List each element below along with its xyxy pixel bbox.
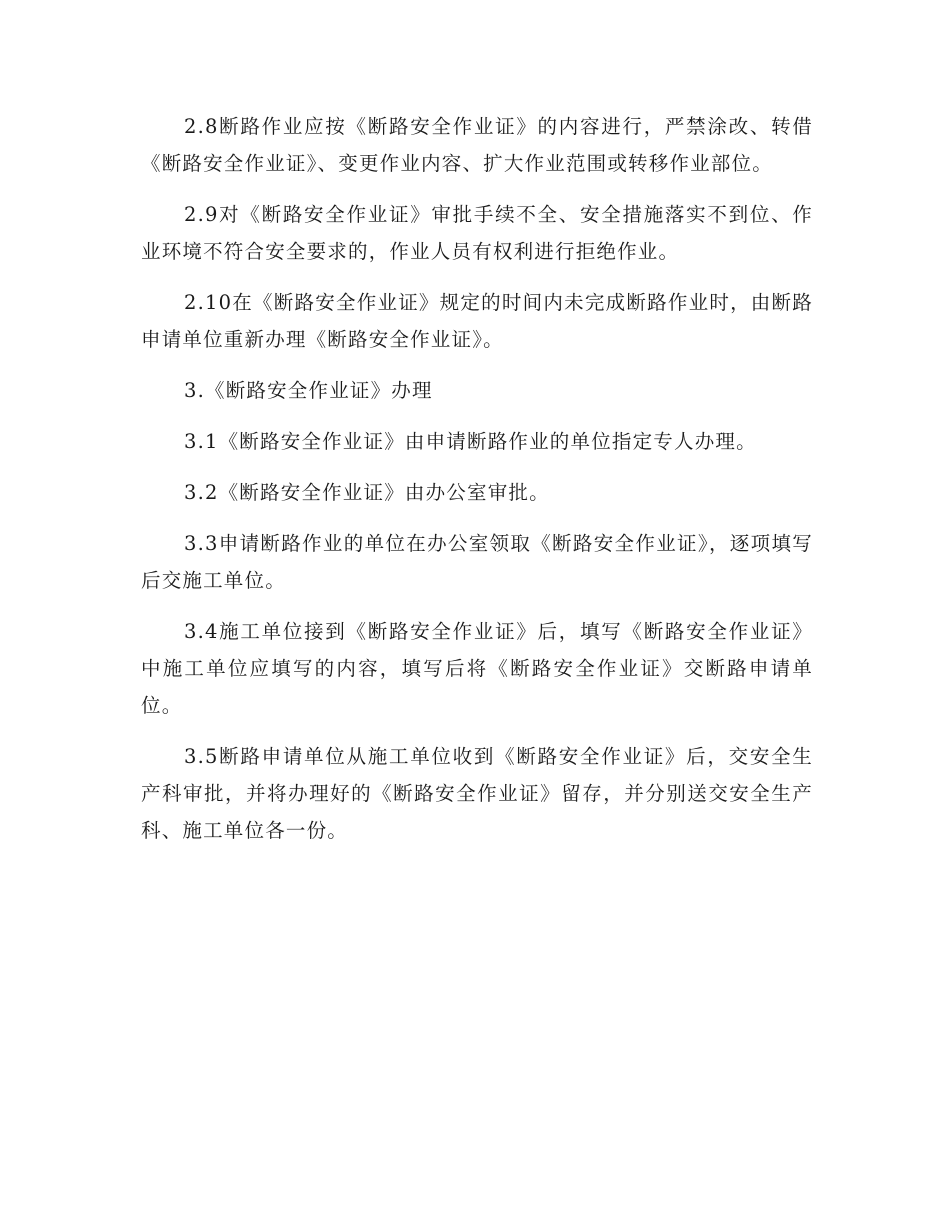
paragraph-3-3: 3.3申请断路作业的单位在办公室领取《断路安全作业证》，逐项填写后交施工单位。 bbox=[141, 532, 813, 592]
section-heading-3: 3.《断路安全作业证》办理 bbox=[184, 379, 433, 402]
document-body bbox=[141, 108, 813, 863]
paragraph-3-2: 3.2《断路安全作业证》由办公室审批。 bbox=[184, 481, 550, 504]
paragraph-2-9: 2.9对《断路安全作业证》审批手续不全、安全措施落实不到位、作业环境不符合安全要求的，作业人员有权利进行拒绝作业。 bbox=[141, 203, 813, 263]
paragraph-2-8: 2.8断路作业应按《断路安全作业证》的内容进行，严禁涂改、转借《断路安全作业证》、变更作业内容、扩大作业范围或转移作业部位。 bbox=[141, 115, 813, 175]
paragraph-3-1: 3.1《断路安全作业证》由申请断路作业的单位指定专人办理。 bbox=[184, 430, 757, 453]
paragraph-3-4: 3.4施工单位接到《断路安全作业证》后，填写《断路安全作业证》中施工单位应填写的内容，填写后将《断路安全作业证》交断路申请单位。 bbox=[141, 620, 813, 717]
paragraph-3-5: 3.5断路申请单位从施工单位收到《断路安全作业证》后，交安全生产科审批，并将办理好的《断路安全作业证》留存，并分别送交安全生产科、施工单位各一份。 bbox=[141, 745, 813, 842]
paragraph-2-10: 2.10在《断路安全作业证》规定的时间内未完成断路作业时，由断路申请单位重新办理《断路安全作业证》。 bbox=[141, 291, 813, 351]
